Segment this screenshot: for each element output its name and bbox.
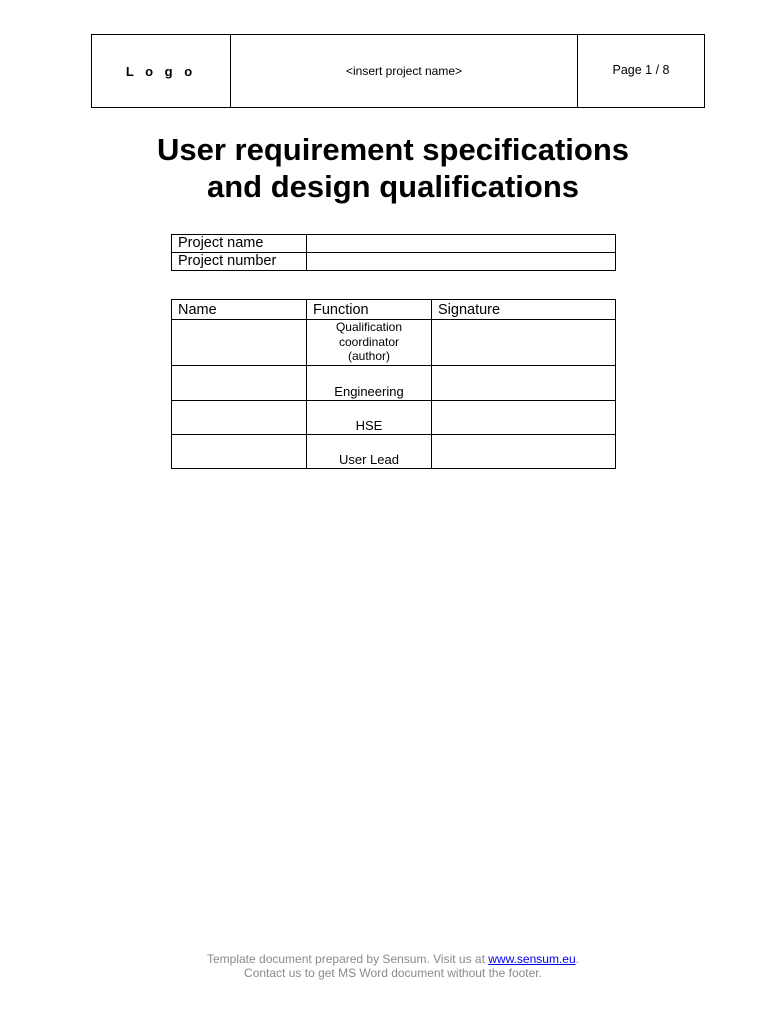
signature-table [171,299,616,469]
project-name-placeholder: <insert project name> [231,35,578,108]
footer-line-2: Contact us to get MS Word document without the footer. [244,966,542,980]
name-cell[interactable] [172,434,307,468]
project-number-value[interactable] [307,253,616,271]
column-header-signature: Signature [432,300,616,320]
signature-cell[interactable] [432,434,616,468]
function-cell: Engineering [307,365,432,400]
project-name-label: Project name [172,235,307,253]
function-line: coordinator [338,334,400,349]
signature-cell[interactable] [432,320,616,366]
function-line: (author) [347,349,391,363]
footer-line-1 [0,952,768,966]
title-line-1: User requirement specifications [156,132,630,167]
page-header [91,34,705,108]
project-info-table [171,234,616,271]
table-row [172,400,616,434]
name-cell[interactable] [172,365,307,400]
table-row [172,434,616,468]
signature-cell[interactable] [432,400,616,434]
table-row [172,365,616,400]
function-line: Qualification [335,320,403,334]
title-line-2: and design qualifications [206,169,580,204]
function-cell [307,320,432,366]
column-header-function: Function [307,300,432,320]
signature-table-header [172,300,616,320]
project-number-label: Project number [172,253,307,271]
project-number-row [172,253,616,271]
function-cell: HSE [307,400,432,434]
table-row [172,320,616,366]
logo-placeholder: L o g o [92,35,231,108]
project-name-value[interactable] [307,235,616,253]
footer-suffix: . [575,952,579,966]
function-cell: User Lead [307,434,432,468]
signature-cell[interactable] [432,365,616,400]
document-title [0,131,768,205]
page-footer [0,952,768,980]
project-name-row [172,235,616,253]
footer-prefix: Template document prepared by Sensum. Visit us at [207,952,489,966]
column-header-name: Name [172,300,307,320]
name-cell[interactable] [172,320,307,366]
name-cell[interactable] [172,400,307,434]
page-number: Page 1 / 8 [578,35,705,108]
sensum-link[interactable]: www.sensum.eu [488,952,576,966]
